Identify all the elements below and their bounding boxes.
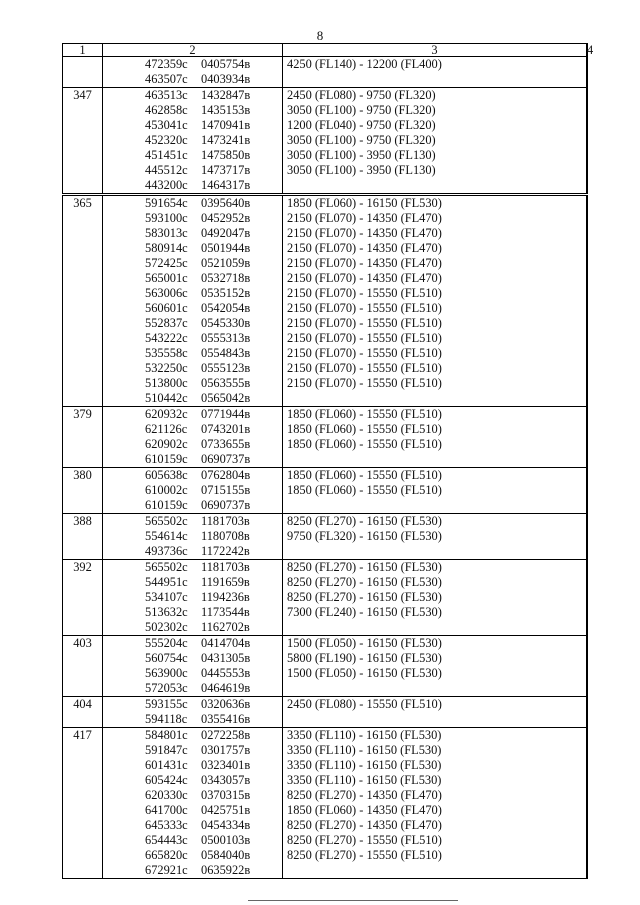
coordinate-pair	[103, 148, 282, 163]
altitude-range: 2450 (FL080) - 15550 (FL510)	[287, 697, 442, 711]
coordinate-pair	[103, 788, 282, 803]
coordinates-cell	[103, 514, 283, 560]
longitude: 0733655в	[201, 437, 251, 451]
altitude-range: 1500 (FL050) - 16150 (FL530)	[287, 636, 442, 650]
longitude: 1172242в	[201, 544, 250, 558]
coordinate-pair	[103, 590, 282, 605]
class-cell	[587, 468, 588, 514]
altitude-cell	[283, 468, 587, 514]
longitude: 0690737в	[201, 498, 251, 512]
altitude-range: 1850 (FL060) - 15550 (FL510)	[287, 407, 442, 421]
longitude: 0565042в	[201, 391, 251, 405]
coordinate-pair	[103, 697, 282, 712]
coordinate-pair	[103, 452, 282, 467]
altitude-range: 2150 (FL070) - 15550 (FL510)	[287, 331, 442, 345]
zone-number-cell	[63, 636, 103, 697]
latitude: 621126с	[145, 422, 188, 436]
altitude-range: 1850 (FL060) - 15550 (FL510)	[287, 437, 442, 451]
latitude: 535558с	[145, 346, 188, 360]
table-row	[63, 57, 588, 88]
latitude: 591654с	[145, 196, 188, 210]
latitude: 453041с	[145, 118, 188, 132]
coordinate-pair	[103, 728, 282, 743]
zone-number: 403	[73, 636, 92, 650]
latitude: 665820с	[145, 848, 188, 862]
coordinates-cell	[103, 407, 283, 468]
latitude: 563006с	[145, 286, 188, 300]
altitude-range: 4250 (FL140) - 12200 (FL400)	[287, 57, 442, 71]
altitude-range: 2150 (FL070) - 14350 (FL470)	[287, 211, 442, 225]
zone-number-cell	[63, 407, 103, 468]
longitude: 1432847в	[201, 88, 251, 102]
altitude-range: 1500 (FL050) - 16150 (FL530)	[287, 666, 442, 680]
longitude: 0403934в	[201, 72, 251, 86]
altitude-range: 9750 (FL320) - 16150 (FL530)	[287, 529, 442, 543]
longitude: 0554843в	[201, 346, 251, 360]
coordinate-pair	[103, 226, 282, 241]
longitude: 0301757в	[201, 743, 251, 757]
zone-number-cell	[63, 697, 103, 728]
longitude: 0545330в	[201, 316, 251, 330]
coordinate-pair	[103, 712, 282, 727]
class-cell	[587, 728, 588, 879]
longitude: 0343057в	[201, 773, 251, 787]
longitude: 0370315в	[201, 788, 251, 802]
longitude: 1180708в	[201, 529, 250, 543]
longitude: 1464317в	[201, 178, 251, 192]
altitude-range: 3050 (FL100) - 3950 (FL130)	[287, 148, 436, 162]
altitude-range: 1850 (FL060) - 15550 (FL510)	[287, 483, 442, 497]
altitude-range: 2150 (FL070) - 14350 (FL470)	[287, 226, 442, 240]
coordinate-pair	[103, 361, 282, 376]
table-row	[63, 728, 588, 879]
longitude: 0762804в	[201, 468, 251, 482]
latitude: 563900с	[145, 666, 188, 680]
table-row	[63, 407, 588, 468]
altitude-range: 1850 (FL060) - 15550 (FL510)	[287, 468, 442, 482]
altitude-range: 8250 (FL270) - 14350 (FL470)	[287, 818, 442, 832]
latitude: 452320с	[145, 133, 188, 147]
altitude-cell	[283, 697, 587, 728]
latitude: 513632с	[145, 605, 188, 619]
latitude: 552837с	[145, 316, 188, 330]
zone-number: 417	[73, 728, 92, 742]
zone-number: 404	[73, 697, 92, 711]
latitude: 654443с	[145, 833, 188, 847]
latitude: 555204с	[145, 636, 188, 650]
longitude: 1181703в	[201, 560, 250, 574]
longitude: 0501944в	[201, 241, 251, 255]
longitude: 1194236в	[201, 590, 250, 604]
latitude: 601431с	[145, 758, 188, 772]
column-header-1: 1	[63, 44, 103, 57]
altitude-range: 8250 (FL270) - 16150 (FL530)	[287, 514, 442, 528]
altitude-range: 3050 (FL100) - 9750 (FL320)	[287, 103, 436, 117]
zone-number	[63, 57, 102, 72]
latitude: 641700с	[145, 803, 188, 817]
table-row	[63, 636, 588, 697]
zone-number-cell	[63, 468, 103, 514]
zone-number-cell	[63, 728, 103, 879]
coordinate-pair	[103, 346, 282, 361]
latitude: 532250с	[145, 361, 188, 375]
altitude-range: 2150 (FL070) - 15550 (FL510)	[287, 316, 442, 330]
column-header-4: 4	[587, 43, 594, 57]
altitude-cell	[283, 514, 587, 560]
altitude-range: 3050 (FL100) - 9750 (FL320)	[287, 133, 436, 147]
coordinate-pair	[103, 743, 282, 758]
coordinate-pair	[103, 758, 282, 773]
coordinate-pair	[103, 407, 282, 422]
altitude-range: 3350 (FL110) - 16150 (FL530)	[287, 743, 442, 757]
coordinates-cell	[103, 195, 283, 407]
class-cell	[587, 407, 588, 468]
class-cell	[587, 636, 588, 697]
class-cell	[587, 57, 588, 88]
coordinates-cell	[103, 57, 283, 88]
latitude: 594118с	[145, 712, 188, 726]
latitude: 443200с	[145, 178, 188, 192]
latitude: 565502с	[145, 560, 188, 574]
altitude-range: 1200 (FL040) - 9750 (FL320)	[287, 118, 436, 132]
altitude-range: 1850 (FL060) - 15550 (FL510)	[287, 422, 442, 436]
altitude-range: 2150 (FL070) - 15550 (FL510)	[287, 361, 442, 375]
longitude: 0555123в	[201, 361, 251, 375]
coordinate-pair	[103, 620, 282, 635]
altitude-range: 2150 (FL070) - 14350 (FL470)	[287, 256, 442, 270]
longitude: 0405754в	[201, 57, 251, 71]
coordinate-pair	[103, 241, 282, 256]
page-number: 8	[316, 28, 324, 43]
column-header-2: 2	[103, 44, 283, 57]
altitude-range: 8250 (FL270) - 15550 (FL510)	[287, 848, 442, 862]
latitude: 620932с	[145, 407, 188, 421]
longitude: 0555313в	[201, 331, 251, 345]
coordinate-pair	[103, 316, 282, 331]
altitude-range: 2450 (FL080) - 9750 (FL320)	[287, 88, 436, 102]
longitude: 0395640в	[201, 196, 251, 210]
coordinate-pair	[103, 88, 282, 103]
coordinate-pair	[103, 514, 282, 529]
latitude: 572053с	[145, 681, 188, 695]
zone-number-cell	[63, 514, 103, 560]
table-row	[63, 88, 588, 195]
longitude: 1473241в	[201, 133, 251, 147]
coordinate-pair	[103, 773, 282, 788]
table-row	[63, 697, 588, 728]
longitude: 0452952в	[201, 211, 251, 225]
latitude: 584801с	[145, 728, 188, 742]
longitude: 0535152в	[201, 286, 251, 300]
zone-number: 379	[73, 407, 92, 421]
latitude: 593100с	[145, 211, 188, 225]
coordinate-pair	[103, 468, 282, 483]
coordinate-pair	[103, 211, 282, 226]
altitude-range: 2150 (FL070) - 14350 (FL470)	[287, 241, 442, 255]
column-header-3: 3	[283, 44, 587, 57]
longitude: 0500103в	[201, 833, 251, 847]
coordinates-cell	[103, 88, 283, 195]
altitude-range: 1850 (FL060) - 14350 (FL470)	[287, 803, 442, 817]
coordinate-pair	[103, 133, 282, 148]
latitude: 544951с	[145, 575, 188, 589]
coordinate-pair	[103, 286, 282, 301]
longitude: 0771944в	[201, 407, 251, 421]
altitude-range: 3050 (FL100) - 3950 (FL130)	[287, 163, 436, 177]
longitude: 0272258в	[201, 728, 251, 742]
altitude-range: 3350 (FL110) - 16150 (FL530)	[287, 728, 442, 742]
latitude: 502302с	[145, 620, 188, 634]
latitude: 620330с	[145, 788, 188, 802]
latitude: 451451с	[145, 148, 188, 162]
coordinate-pair	[103, 636, 282, 651]
zone-number-cell	[63, 57, 103, 88]
latitude: 605424с	[145, 773, 188, 787]
coordinate-pair	[103, 483, 282, 498]
altitude-range: 3350 (FL110) - 16150 (FL530)	[287, 773, 442, 787]
longitude: 0464619в	[201, 681, 251, 695]
longitude: 0715155в	[201, 483, 251, 497]
altitude-cell	[283, 88, 587, 195]
coordinate-pair	[103, 666, 282, 681]
coordinate-pair	[103, 256, 282, 271]
coordinate-pair	[103, 178, 282, 193]
zone-number: 347	[73, 88, 92, 102]
latitude: 610159с	[145, 452, 188, 466]
coordinate-pair	[103, 163, 282, 178]
zone-number: 380	[73, 468, 92, 482]
latitude: 543222с	[145, 331, 188, 345]
latitude: 583013с	[145, 226, 188, 240]
latitude: 580914с	[145, 241, 188, 255]
coordinate-pair	[103, 498, 282, 513]
latitude: 620902с	[145, 437, 188, 451]
coordinate-pair	[103, 560, 282, 575]
latitude: 463507с	[145, 72, 188, 86]
table-body	[63, 57, 588, 879]
longitude: 0425751в	[201, 803, 251, 817]
altitude-range: 2150 (FL070) - 14350 (FL470)	[287, 271, 442, 285]
coordinates-cell	[103, 560, 283, 636]
coordinate-pair	[103, 575, 282, 590]
table-row	[63, 468, 588, 514]
coordinate-pair	[103, 118, 282, 133]
latitude: 645333с	[145, 818, 188, 832]
longitude: 0454334в	[201, 818, 251, 832]
latitude: 672921с	[145, 863, 188, 877]
coordinate-pair	[103, 529, 282, 544]
zone-number: 388	[73, 514, 92, 528]
longitude: 0563555в	[201, 376, 251, 390]
latitude: 462858с	[145, 103, 188, 117]
zone-number: 392	[73, 560, 92, 574]
altitude-range: 2150 (FL070) - 15550 (FL510)	[287, 301, 442, 315]
longitude: 0492047в	[201, 226, 251, 240]
coordinate-pair	[103, 833, 282, 848]
latitude: 463513с	[145, 88, 188, 102]
airspace-table	[62, 43, 594, 879]
coordinates-cell	[103, 636, 283, 697]
latitude: 565502с	[145, 514, 188, 528]
longitude: 0431305в	[201, 651, 251, 665]
coordinate-pair	[103, 818, 282, 833]
table-row	[63, 514, 588, 560]
latitude: 593155с	[145, 697, 188, 711]
altitude-range: 8250 (FL270) - 15550 (FL510)	[287, 833, 442, 847]
coordinate-pair	[103, 376, 282, 391]
latitude: 572425с	[145, 256, 188, 270]
altitude-range: 8250 (FL270) - 16150 (FL530)	[287, 590, 442, 604]
table-row	[63, 195, 588, 407]
altitude-cell	[283, 636, 587, 697]
longitude: 1191659в	[201, 575, 250, 589]
coordinate-pair	[103, 196, 282, 211]
coordinate-pair	[103, 331, 282, 346]
coordinate-pair	[103, 605, 282, 620]
zone-number-cell	[63, 195, 103, 407]
altitude-cell	[283, 728, 587, 879]
latitude: 445512с	[145, 163, 188, 177]
coordinate-pair	[103, 848, 282, 863]
latitude: 591847с	[145, 743, 188, 757]
coordinates-cell	[103, 728, 283, 879]
altitude-cell	[283, 57, 587, 88]
altitude-range: 3350 (FL110) - 16150 (FL530)	[287, 758, 442, 772]
coordinate-pair	[103, 681, 282, 696]
coordinate-pair	[103, 863, 282, 878]
altitude-range: 8250 (FL270) - 14350 (FL470)	[287, 788, 442, 802]
coordinate-pair	[103, 437, 282, 452]
latitude: 534107с	[145, 590, 188, 604]
longitude: 1475850в	[201, 148, 251, 162]
longitude: 1435153в	[201, 103, 251, 117]
page-bottom-rule	[248, 900, 458, 901]
altitude-range: 5800 (FL190) - 16150 (FL530)	[287, 651, 442, 665]
latitude: 493736с	[145, 544, 188, 558]
latitude: 610002с	[145, 483, 188, 497]
latitude: 565001с	[145, 271, 188, 285]
longitude: 1162702в	[201, 620, 250, 634]
zone-number-cell	[63, 88, 103, 195]
coordinate-pair	[103, 803, 282, 818]
coordinate-pair	[103, 72, 282, 87]
zone-number: 365	[73, 196, 92, 210]
longitude: 1473717в	[201, 163, 251, 177]
longitude: 0320636в	[201, 697, 251, 711]
class-cell	[587, 514, 588, 560]
longitude: 0635922в	[201, 863, 251, 877]
latitude: 554614с	[145, 529, 188, 543]
longitude: 0323401в	[201, 758, 251, 772]
altitude-cell	[283, 195, 587, 407]
zone-number-cell	[63, 560, 103, 636]
altitude-range: 7300 (FL240) - 16150 (FL530)	[287, 605, 442, 619]
latitude: 510442с	[145, 391, 188, 405]
altitude-cell	[283, 560, 587, 636]
longitude: 1173544в	[201, 605, 250, 619]
latitude: 560754с	[145, 651, 188, 665]
altitude-range: 8250 (FL270) - 16150 (FL530)	[287, 575, 442, 589]
altitude-range: 8250 (FL270) - 16150 (FL530)	[287, 560, 442, 574]
coordinate-pair	[103, 271, 282, 286]
latitude: 472359с	[145, 57, 188, 71]
coordinate-pair	[103, 544, 282, 559]
coordinate-pair	[103, 57, 282, 72]
altitude-range: 2150 (FL070) - 15550 (FL510)	[287, 346, 442, 360]
longitude: 0532718в	[201, 271, 251, 285]
latitude: 605638с	[145, 468, 188, 482]
longitude: 0743201в	[201, 422, 251, 436]
table-header-row	[63, 44, 588, 57]
longitude: 0445553в	[201, 666, 251, 680]
longitude: 0542054в	[201, 301, 251, 315]
latitude: 513800с	[145, 376, 188, 390]
class-cell	[587, 88, 588, 195]
coordinate-pair	[103, 391, 282, 406]
class-cell	[587, 195, 588, 407]
coordinates-cell	[103, 468, 283, 514]
altitude-range: 2150 (FL070) - 15550 (FL510)	[287, 376, 442, 390]
latitude: 610159с	[145, 498, 188, 512]
altitude-range: 2150 (FL070) - 15550 (FL510)	[287, 286, 442, 300]
longitude: 0584040в	[201, 848, 251, 862]
latitude: 560601с	[145, 301, 188, 315]
coordinate-pair	[103, 651, 282, 666]
coordinates-cell	[103, 697, 283, 728]
class-cell	[587, 697, 588, 728]
coordinate-pair	[103, 301, 282, 316]
longitude: 0690737в	[201, 452, 251, 466]
class-cell	[587, 560, 588, 636]
coordinate-pair	[103, 103, 282, 118]
table-row	[63, 560, 588, 636]
altitude-range: 1850 (FL060) - 16150 (FL530)	[287, 196, 442, 210]
longitude: 1181703в	[201, 514, 250, 528]
longitude: 0521059в	[201, 256, 251, 270]
coordinate-pair	[103, 422, 282, 437]
longitude: 0355416в	[201, 712, 251, 726]
altitude-cell	[283, 407, 587, 468]
longitude: 1470941в	[201, 118, 251, 132]
longitude: 0414704в	[201, 636, 251, 650]
